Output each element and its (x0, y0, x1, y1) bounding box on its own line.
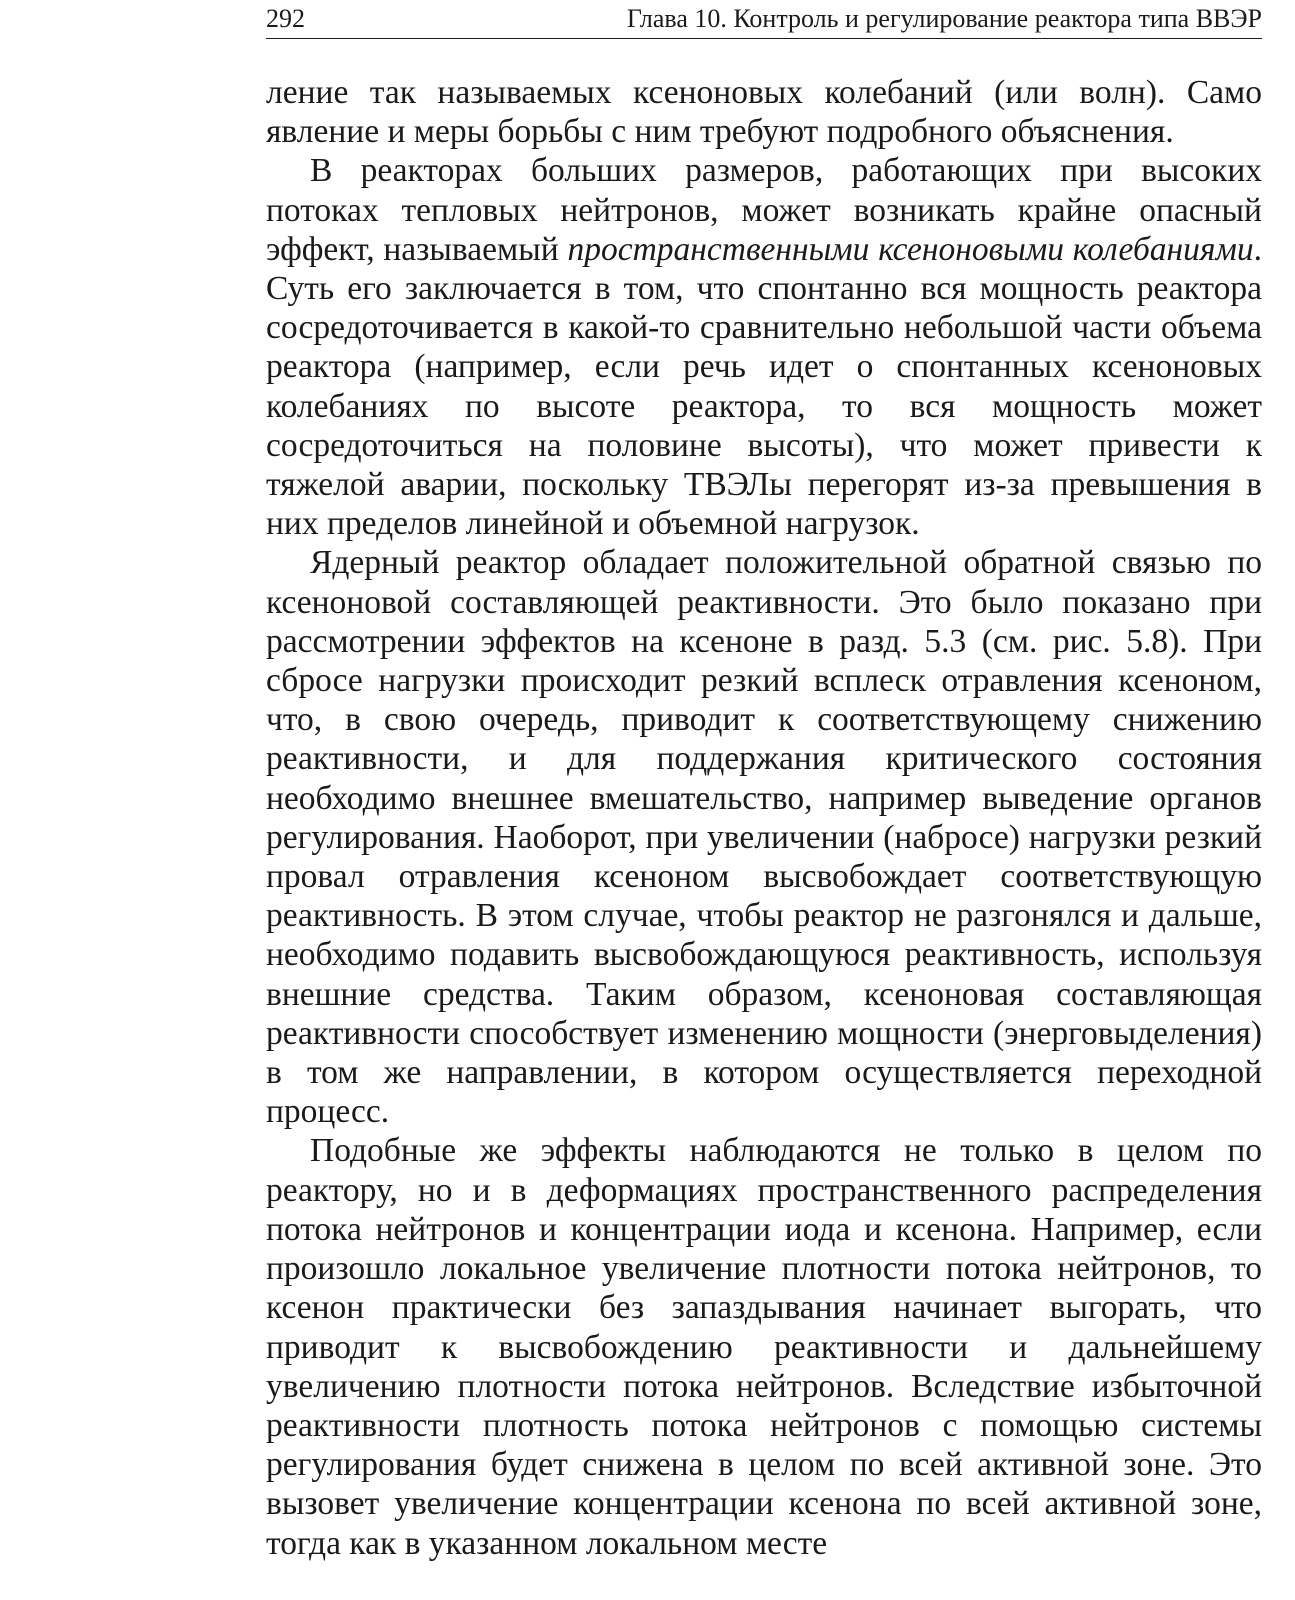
paragraph-3: Ядерный реактор обладает положительной обратной связью по ксеноновой составляющей реактивности. Это было показано при рассмотрении эффектов на ксеноне в разд. 5.3 (см. рис. 5.8). При сбросе нагрузки происходит резкий всплеск отравления ксеноном, что, в свою очередь, приводит к соответствующему снижению реактивности, и для поддержания критического состояния необходимо внешнее вмешательство, например выведение органов регулирования. Наоборот, при увеличении (набросе) нагрузки резкий провал отравления ксеноном высвобождает соответствующую реактивность. В этом случае, чтобы реактор не разгонялся и дальше, необходимо подавить высвобождающуюся реактивность, используя внешние средства. Таким образом, ксеноновая составляющая реактивности способствует изменению мощности (энерговыделения) в том же направлении, в котором осуществляется переходной процесс. (266, 544, 1262, 1131)
chapter-title: Глава 10. Контроль и регулирование реактора типа ВВЭР (626, 4, 1262, 33)
paragraph-1: ление так называемых ксеноновых колебаний (или волн). Само явление и меры борьбы с ним требуют подробного объяснения. (266, 74, 1262, 151)
running-head (266, 0, 1262, 39)
book-page (266, 0, 1262, 1563)
page-number: 292 (266, 4, 305, 33)
paragraph-2-rest: . Суть его заключается в том, что спонтанно вся мощность реактора сосредоточивается в какой-то сравнительно небольшой части объема реактора (например, если речь идет о спонтанных ксеноновых колебаниях по высоте реактора, то вся мощность может сосредоточиться на половине высоты), что может привести к тяжелой аварии, поскольку ТВЭЛы перегорят из-за превышения в них пределов линейной и объемной нагрузок. (266, 230, 1263, 543)
body-text (266, 73, 1262, 1563)
paragraph-2-lead: В реакторах больших размеров, работающих при высоких потоках тепловых нейтронов, может возникать крайне опасный эффект, называемый (266, 152, 1262, 268)
paragraph-4: Подобные же эффекты наблюдаются не только в целом по реактору, но и в деформациях пространственного распределения потока нейтронов и концентрации иода и ксенона. Например, если произошло локальное увеличение плотности потока нейтронов, то ксенон практически без запаздывания начинает выгорать, что приводит к высвобождению реактивности и дальнейшему увеличению плотности потока нейтронов. Вследствие избыточной реактивности плотность потока нейтронов с помощью системы регулирования будет снижена в целом по всей активной зоне. Это вызовет увеличение концентрации ксенона по всей активной зоне, тогда как в указанном локальном месте (266, 1132, 1262, 1562)
paragraph-2 (266, 151, 1262, 543)
emphasized-term: пространственными ксеноновыми колебаниями (567, 230, 1254, 268)
